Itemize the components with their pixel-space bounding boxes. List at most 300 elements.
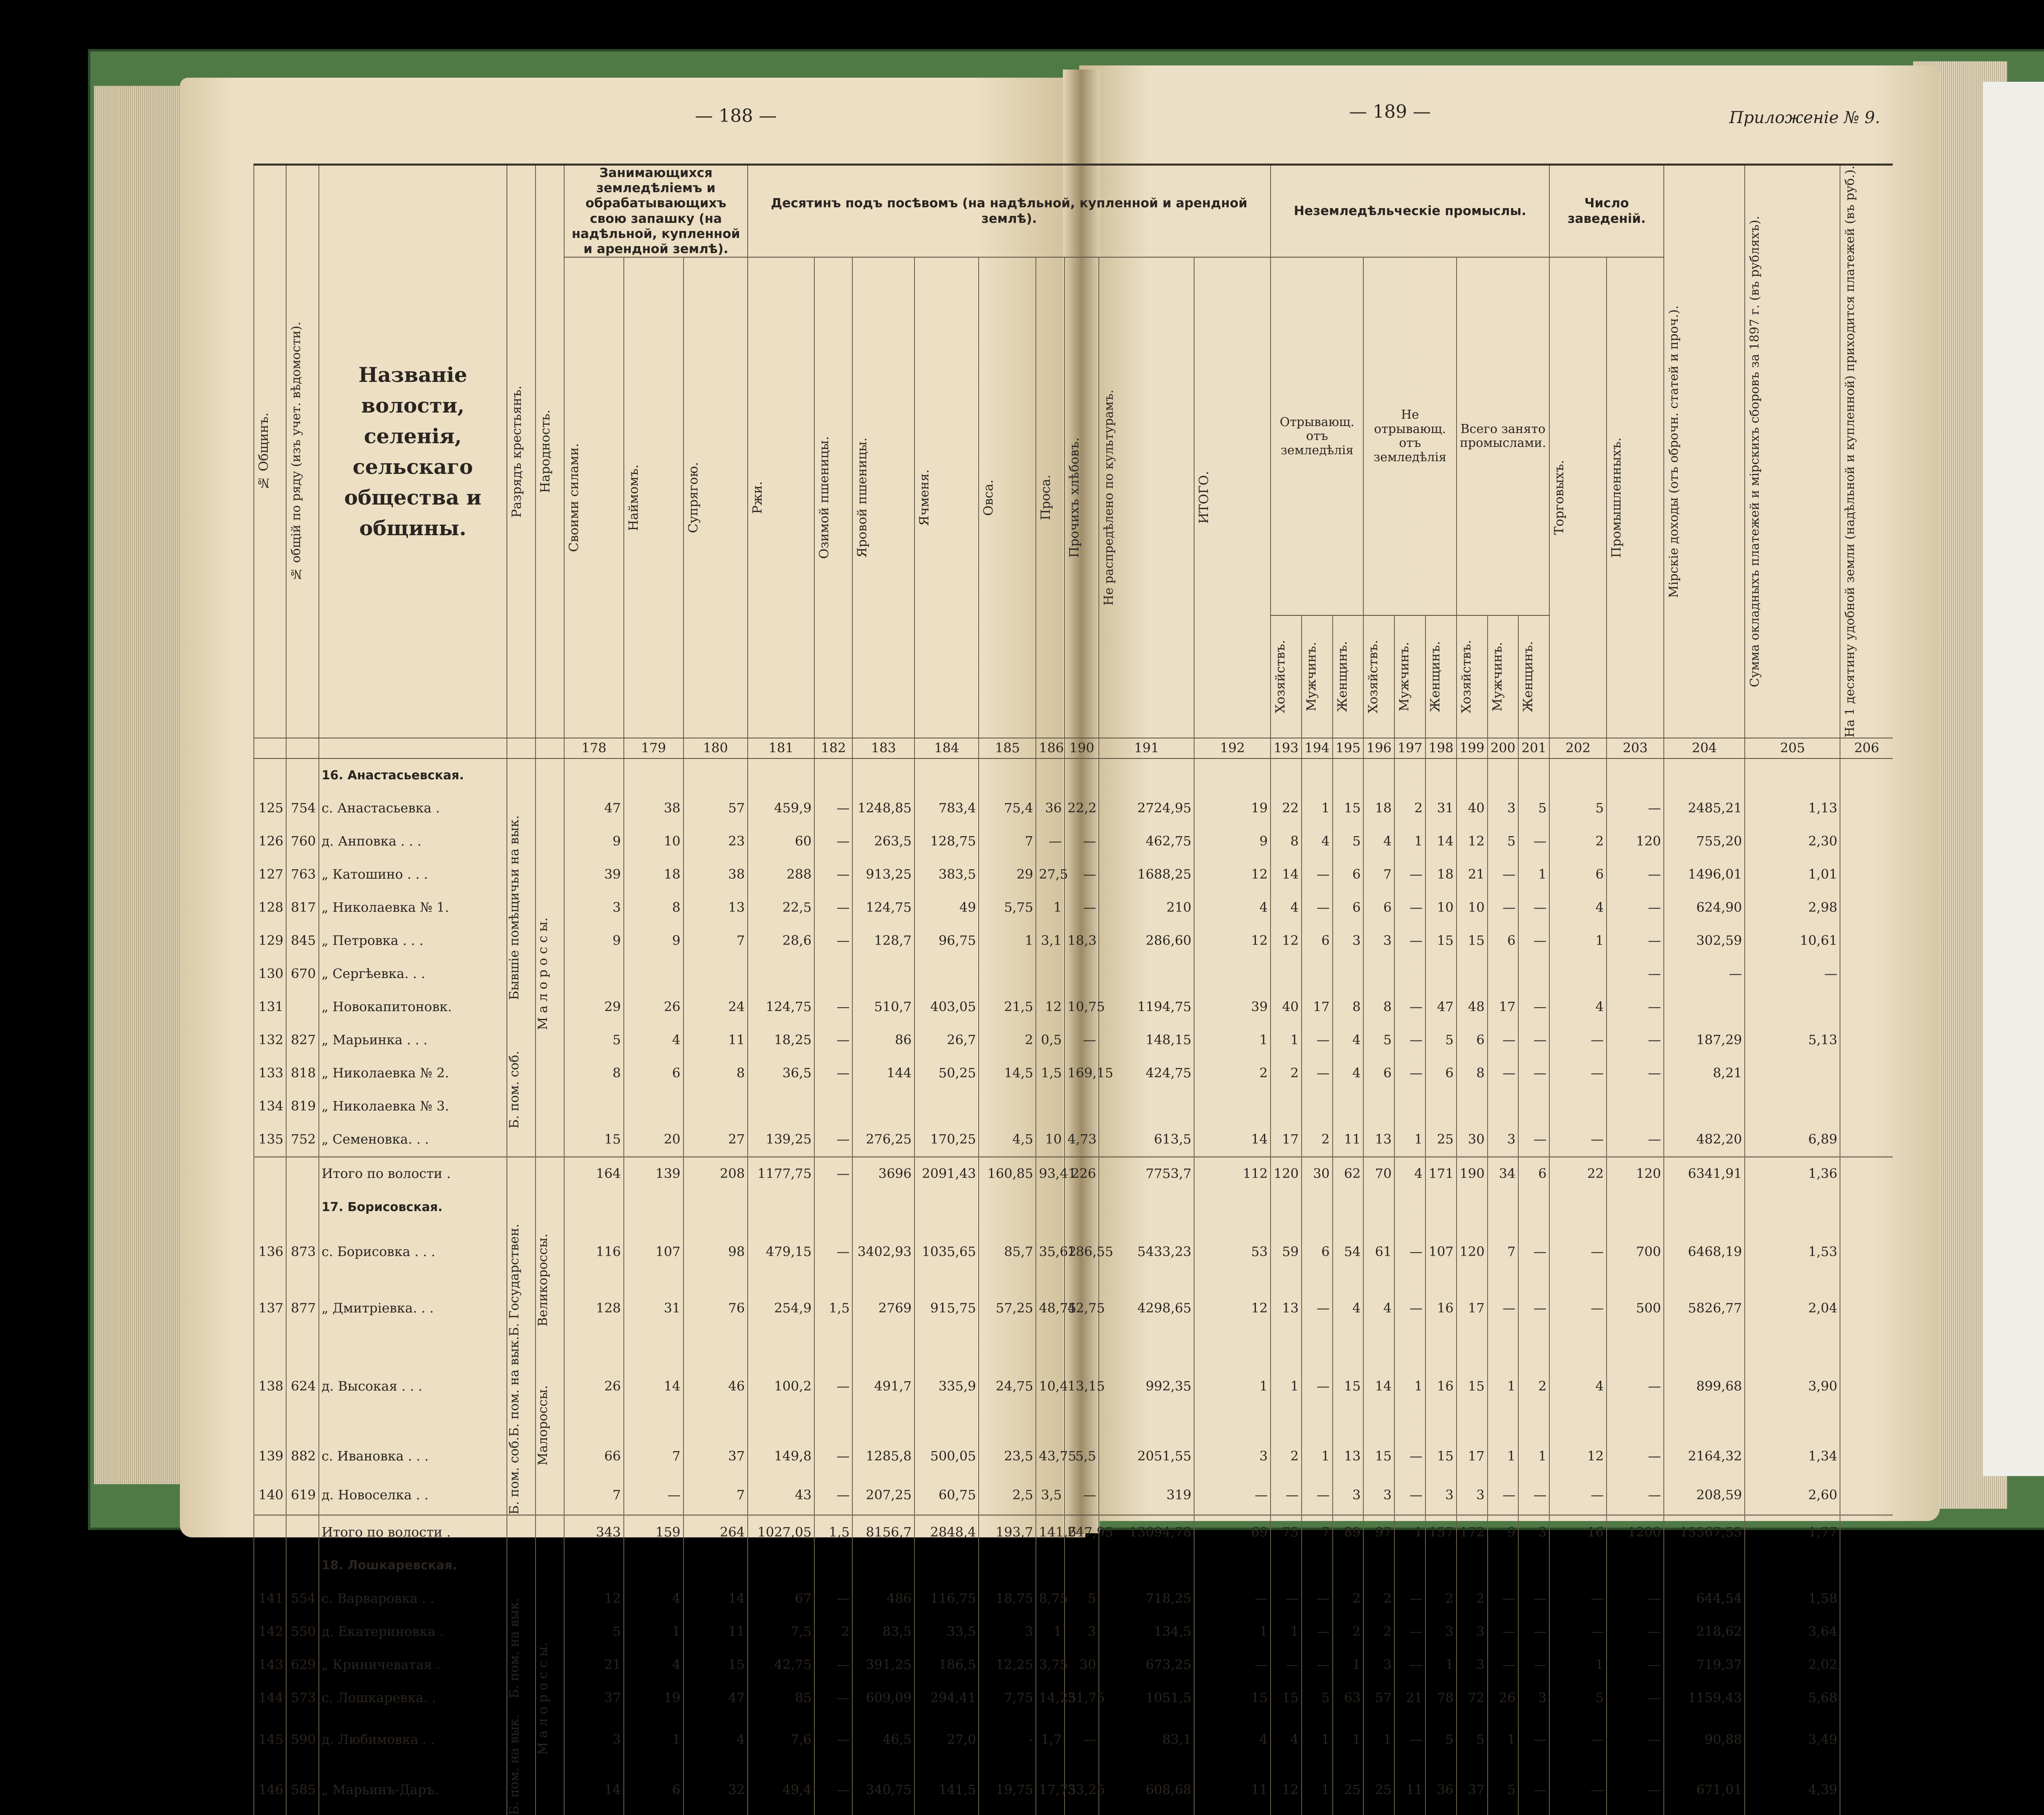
table-cell: 343	[564, 1515, 624, 1549]
table-cell: 96,75	[914, 924, 979, 958]
table-cell	[1607, 1090, 1664, 1123]
table-cell: 49	[914, 891, 979, 924]
table-cell: 1027,05	[748, 1515, 814, 1549]
column-number: 179	[624, 738, 684, 758]
general-number	[286, 991, 318, 1024]
table-cell: —	[1488, 1648, 1519, 1681]
table-cell: —	[1549, 1057, 1607, 1090]
table-cell: —	[1488, 1615, 1519, 1648]
table-cell: —	[1549, 1280, 1607, 1336]
peasant-rank	[507, 1191, 536, 1224]
table-cell: 510,7	[852, 991, 914, 1024]
table-cell: 23,5	[979, 1437, 1036, 1476]
row-number	[254, 758, 286, 792]
table-cell	[1840, 792, 1893, 825]
table-cell: —	[1518, 991, 1549, 1024]
table-cell: —	[1394, 1615, 1425, 1648]
table-cell: 4	[1194, 1714, 1271, 1765]
header-trade: Торговыхъ.	[1549, 257, 1607, 738]
table-cell: 66	[564, 1437, 624, 1476]
nationality: Великороссы.	[536, 1224, 564, 1337]
table-cell: 11	[684, 1615, 748, 1648]
table-cell: 26,7	[914, 1024, 979, 1057]
table-cell: 15	[1333, 792, 1364, 825]
table-cell: 60,75	[914, 1476, 979, 1515]
row-number: 139	[254, 1437, 286, 1476]
header-not-leaving: Не отрывающ. отъ земледѣлія	[1363, 257, 1456, 615]
table-cell: 5,13	[1745, 1024, 1840, 1057]
table-cell	[1194, 958, 1271, 991]
nationality	[536, 1549, 564, 1582]
table-cell: —	[1302, 1476, 1333, 1515]
table-cell: 4	[1549, 991, 1607, 1024]
table-cell: 719,37	[1664, 1648, 1745, 1681]
table-cell: 14,5	[979, 1057, 1036, 1090]
header-group-nonagri: Неземледѣльческіе промыслы.	[1271, 165, 1549, 258]
table-cell: 7	[684, 1476, 748, 1515]
table-cell: 286,60	[1099, 924, 1194, 958]
table-cell: 2	[1333, 1582, 1364, 1615]
table-cell	[1840, 1336, 1893, 1437]
table-cell	[1607, 1549, 1664, 1582]
table-cell: —	[624, 1476, 684, 1515]
table-cell: —	[1394, 924, 1425, 958]
table-cell: —	[814, 858, 852, 891]
table-cell	[1394, 1549, 1425, 1582]
table-cell: 47	[1425, 991, 1457, 1024]
table-cell	[1488, 1191, 1519, 1224]
table-cell: 479,15	[748, 1224, 814, 1280]
column-number: 199	[1457, 738, 1488, 758]
table-cell: 164	[564, 1157, 624, 1191]
table-cell: —	[1394, 1224, 1425, 1280]
table-cell: 10	[1457, 891, 1488, 924]
table-cell: 2	[1194, 1057, 1271, 1090]
table-cell: 6	[1518, 1157, 1549, 1191]
table-cell: 3	[1518, 1681, 1549, 1714]
table-cell	[914, 1549, 979, 1582]
table-cell: 17	[1271, 1123, 1302, 1157]
appendix-label: Приложеніе № 9.	[1729, 108, 1880, 127]
table-cell	[1333, 958, 1364, 991]
table-cell: 3	[564, 1714, 624, 1765]
table-cell	[1394, 1191, 1425, 1224]
table-cell: 644,54	[1664, 1582, 1745, 1615]
table-cell: 1200	[1607, 1515, 1664, 1549]
table-cell: —	[1394, 891, 1425, 924]
table-cell: —	[814, 1157, 852, 1191]
table-cell: 2164,32	[1664, 1437, 1745, 1476]
table-cell: 12	[1194, 1280, 1271, 1336]
table-row	[254, 1681, 1893, 1714]
table-cell	[1840, 825, 1893, 858]
table-cell: —	[1488, 1057, 1519, 1090]
table-cell: 4	[624, 1582, 684, 1615]
table-cell	[1549, 1090, 1607, 1123]
table-cell: 1285,8	[852, 1437, 914, 1476]
table-cell: 1,34	[1745, 1437, 1840, 1476]
general-number: 763	[286, 858, 318, 891]
table-cell: 6	[1549, 858, 1607, 891]
header-oats: Овса.	[979, 257, 1036, 738]
header-households-1: Хозяйствъ.	[1271, 615, 1302, 738]
header-rye: Ржи.	[748, 257, 814, 738]
peasant-rank: Б. пом. на вык.	[507, 1582, 536, 1714]
table-cell	[814, 1090, 852, 1123]
column-number: 200	[1488, 738, 1519, 758]
total-row	[254, 1157, 1893, 1191]
table-cell: 210	[1099, 891, 1194, 924]
table-cell: 18	[1363, 792, 1394, 825]
table-cell	[624, 1549, 684, 1582]
table-cell: 4	[1363, 825, 1394, 858]
table-cell: —	[1607, 1057, 1664, 1090]
table-cell	[1099, 1549, 1194, 1582]
table-cell: 16	[1425, 1336, 1457, 1437]
header-group-farmers: Занимающихся земледѣліемъ и обрабатывающихъ свою запашку (на надѣльной, купленной и арендной землѣ).	[564, 165, 748, 258]
table-cell	[1840, 1648, 1893, 1681]
table-cell: —	[1302, 1648, 1333, 1681]
table-cell: 14,25	[1036, 1681, 1065, 1714]
table-cell: 2	[1457, 1582, 1488, 1615]
table-cell: 148,15	[1099, 1024, 1194, 1057]
table-cell: —	[1271, 1476, 1302, 1515]
table-cell: 21	[564, 1648, 624, 1681]
section-row	[254, 1191, 1893, 1224]
table-cell: 12	[1194, 924, 1271, 958]
table-cell	[1488, 758, 1519, 792]
table-cell: 5	[1518, 792, 1549, 825]
table-cell: 4	[1194, 891, 1271, 924]
table-cell: 67	[748, 1582, 814, 1615]
table-cell	[1840, 758, 1893, 792]
table-cell	[1840, 958, 1893, 991]
table-cell: 2	[1271, 1437, 1302, 1476]
table-cell: 263,5	[852, 825, 914, 858]
table-cell	[852, 1549, 914, 1582]
table-row	[254, 858, 1893, 891]
table-cell: 89	[1333, 1515, 1364, 1549]
table-cell: 40	[1457, 792, 1488, 825]
general-number: 877	[286, 1280, 318, 1336]
table-cell: 1	[1302, 1765, 1333, 1815]
table-cell	[1099, 958, 1194, 991]
table-cell: 4	[1333, 1057, 1364, 1090]
table-cell: 6468,19	[1664, 1224, 1745, 1280]
table-cell	[1840, 1123, 1893, 1157]
table-cell: —	[1607, 1437, 1664, 1476]
peasant-rank	[507, 1549, 536, 1582]
header-households-3: Хозяйствъ.	[1457, 615, 1488, 738]
row-number: 142	[254, 1615, 286, 1648]
table-cell	[1394, 1090, 1425, 1123]
table-cell: —	[1607, 1765, 1664, 1815]
table-cell	[1065, 958, 1099, 991]
table-cell	[1840, 1157, 1893, 1191]
table-cell: —	[814, 1224, 852, 1280]
table-cell: 3	[1457, 1615, 1488, 1648]
table-cell: 38	[624, 792, 684, 825]
table-cell: —	[814, 792, 852, 825]
header-leaving: Отрывающ. отъ земледѣлія	[1271, 257, 1363, 615]
header-women-1: Женщинъ.	[1333, 615, 1364, 738]
table-cell: 6,89	[1745, 1123, 1840, 1157]
column-number: 202	[1549, 738, 1607, 758]
table-cell: —	[1518, 1615, 1549, 1648]
table-cell: 6	[1488, 924, 1519, 958]
table-cell: 30	[1065, 1648, 1099, 1681]
row-number: 130	[254, 958, 286, 991]
column-number: 203	[1607, 738, 1664, 758]
table-row	[254, 1476, 1893, 1515]
table-cell: —	[1394, 991, 1425, 1024]
table-cell: 8	[1271, 825, 1302, 858]
table-cell: 3	[1333, 924, 1364, 958]
row-number: 145	[254, 1714, 286, 1765]
table-cell	[1840, 1515, 1893, 1549]
table-cell	[1840, 1057, 1893, 1090]
table-cell: —	[1549, 1123, 1607, 1157]
table-cell: 15	[1457, 924, 1488, 958]
table-cell: 2	[1518, 1336, 1549, 1437]
table-cell: 134,5	[1099, 1615, 1194, 1648]
row-number: 126	[254, 825, 286, 858]
table-cell: 2,02	[1745, 1648, 1840, 1681]
table-cell: —	[1194, 1476, 1271, 1515]
table-cell: 186,5	[914, 1648, 979, 1681]
table-cell: —	[1664, 958, 1745, 991]
table-row	[254, 1648, 1893, 1681]
table-cell	[684, 1191, 748, 1224]
table-cell: 2	[1333, 1615, 1364, 1648]
table-cell: 141,6	[1036, 1515, 1065, 1549]
table-cell: 3,1	[1036, 924, 1065, 958]
table-cell: 2724,95	[1099, 792, 1194, 825]
table-cell: —	[1488, 1280, 1519, 1336]
table-cell	[1333, 1191, 1364, 1224]
table-cell: —	[1518, 825, 1549, 858]
volost-heading: 17. Борисовская.	[319, 1191, 507, 1224]
table-cell: 1035,65	[914, 1224, 979, 1280]
table-cell: 7	[1302, 1515, 1333, 1549]
table-cell: 25	[1333, 1765, 1364, 1815]
table-cell: 12	[1271, 1765, 1302, 1815]
table-cell: 226	[1065, 1157, 1099, 1191]
table-cell	[624, 758, 684, 792]
table-cell: 35,62	[1036, 1224, 1065, 1280]
table-cell: —	[1394, 1280, 1425, 1336]
table-cell: 1	[1194, 1615, 1271, 1648]
general-number: 670	[286, 958, 318, 991]
table-cell: 462,75	[1099, 825, 1194, 858]
header-women-3: Женщинъ.	[1518, 615, 1549, 738]
table-cell: 1	[1333, 1714, 1364, 1765]
table-cell	[1518, 1549, 1549, 1582]
table-cell	[1745, 1090, 1840, 1123]
table-row	[254, 1582, 1893, 1615]
table-cell: 391,25	[852, 1648, 914, 1681]
table-cell: 18,75	[979, 1582, 1036, 1615]
table-cell: 19	[624, 1681, 684, 1714]
table-row	[254, 1057, 1893, 1090]
table-cell: 72	[1457, 1681, 1488, 1714]
settlement-name: д. Высокая . . .	[319, 1336, 507, 1437]
table-cell: 13094,78	[1099, 1515, 1194, 1549]
settlement-name: „ Криничеватая .	[319, 1648, 507, 1681]
general-number: 624	[286, 1336, 318, 1437]
table-cell: 14	[1271, 858, 1302, 891]
table-cell: 1,7	[1036, 1714, 1065, 1765]
table-cell: 24,75	[979, 1336, 1036, 1437]
row-number: 141	[254, 1582, 286, 1615]
table-cell: 14	[624, 1336, 684, 1437]
table-cell: 340,75	[852, 1765, 914, 1815]
table-cell: 1	[1549, 1648, 1607, 1681]
table-cell: 4	[1394, 1157, 1425, 1191]
table-cell: —	[1271, 1648, 1302, 1681]
table-cell	[1194, 1549, 1271, 1582]
table-cell: —	[1518, 1648, 1549, 1681]
table-cell: 1,5	[814, 1280, 852, 1336]
settlement-name: с. Ивановка . . .	[319, 1437, 507, 1476]
table-cell: 10	[1036, 1123, 1065, 1157]
table-cell: 3	[1488, 1123, 1519, 1157]
table-cell	[979, 1549, 1036, 1582]
row-number	[254, 1157, 286, 1191]
table-cell: 2	[1363, 1615, 1394, 1648]
table-cell: 18,25	[748, 1024, 814, 1057]
table-cell	[1425, 1090, 1457, 1123]
table-cell: —	[1518, 1224, 1549, 1280]
table-cell: 1	[1271, 1615, 1302, 1648]
table-cell: 8,75	[1036, 1582, 1065, 1615]
column-number-row	[254, 738, 1893, 758]
table-cell	[1518, 758, 1549, 792]
table-cell: 12	[564, 1582, 624, 1615]
table-cell: 70	[1363, 1157, 1394, 1191]
header-men-3: Мужчинъ.	[1488, 615, 1519, 738]
table-cell: 915,75	[914, 1280, 979, 1336]
header-industrial: Промышленныхъ.	[1607, 257, 1664, 738]
table-cell: 6	[624, 1765, 684, 1815]
table-cell: 37	[564, 1681, 624, 1714]
header-men-2: Мужчинъ.	[1394, 615, 1425, 738]
table-cell: 11	[684, 1024, 748, 1057]
peasant-rank	[507, 1515, 536, 1549]
table-cell: 62	[1333, 1157, 1364, 1191]
table-cell: 13	[1333, 1437, 1364, 1476]
row-number: 133	[254, 1057, 286, 1090]
table-row	[254, 792, 1893, 825]
table-cell: 1,5	[1036, 1057, 1065, 1090]
table-cell: —	[814, 1714, 852, 1765]
table-cell	[1607, 758, 1664, 792]
header-all-engaged: Всего занято промыслами.	[1457, 257, 1549, 615]
table-cell: 613,5	[1099, 1123, 1194, 1157]
table-cell: 42,75	[748, 1648, 814, 1681]
table-cell: 5	[1488, 825, 1519, 858]
table-cell: —	[1518, 1057, 1549, 1090]
table-cell	[1664, 1191, 1745, 1224]
table-cell: 2	[1271, 1057, 1302, 1090]
table-cell: 3	[1425, 1615, 1457, 1648]
table-cell	[748, 758, 814, 792]
table-cell: 4	[1333, 1280, 1364, 1336]
header-by-order: № общій по ряду (изъ учет. вѣдомости).	[286, 165, 318, 738]
table-cell	[852, 1191, 914, 1224]
table-cell: —	[1488, 1024, 1519, 1057]
table-cell: 3	[1363, 924, 1394, 958]
table-cell	[748, 1191, 814, 1224]
table-cell: 8	[684, 1057, 748, 1090]
table-cell: 28,6	[748, 924, 814, 958]
header-rank: Разрядъ крестьянъ.	[507, 165, 536, 738]
general-number: 754	[286, 792, 318, 825]
header-hire: Наймомъ.	[624, 257, 684, 738]
table-cell: 18,3	[1065, 924, 1099, 958]
table-cell	[1840, 1549, 1893, 1582]
table-cell	[1840, 858, 1893, 891]
table-cell: 22	[1271, 792, 1302, 825]
table-cell: 424,75	[1099, 1057, 1194, 1090]
table-cell: 14	[1363, 1336, 1394, 1437]
table-cell: 43	[748, 1476, 814, 1515]
table-cell: 5	[1425, 1024, 1457, 1057]
header-secular-income: Мірскіе доходы (отъ оброчн. статей и проч.).	[1664, 165, 1745, 738]
table-cell	[1607, 1191, 1664, 1224]
table-cell	[1065, 1090, 1099, 1123]
table-cell	[1394, 758, 1425, 792]
table-cell: 1	[1194, 1336, 1271, 1437]
table-cell: —	[1065, 858, 1099, 891]
table-cell: 4	[1302, 825, 1333, 858]
table-cell	[1271, 958, 1302, 991]
table-cell: 7	[624, 1437, 684, 1476]
column-number: 205	[1745, 738, 1840, 758]
table-cell: 15	[1194, 1681, 1271, 1714]
table-cell: 7	[1488, 1224, 1519, 1280]
table-cell: 24	[684, 991, 748, 1024]
settlement-name: д. Любимовка . .	[319, 1714, 507, 1765]
row-number: 127	[254, 858, 286, 891]
column-number: 181	[748, 738, 814, 758]
nationality	[536, 1157, 564, 1191]
table-cell	[1518, 1191, 1549, 1224]
table-cell	[914, 1090, 979, 1123]
table-cell: 97	[1363, 1515, 1394, 1549]
table-cell: 2	[814, 1615, 852, 1648]
table-cell: 57,25	[979, 1280, 1036, 1336]
table-cell: 459,9	[748, 792, 814, 825]
row-number: 134	[254, 1090, 286, 1123]
table-cell: 1	[1488, 1336, 1519, 1437]
table-cell: 8156,7	[852, 1515, 914, 1549]
table-cell: —	[1607, 924, 1664, 958]
table-cell: 2848,4	[914, 1515, 979, 1549]
inner-cover-flap	[1983, 82, 2044, 1476]
table-cell: —	[1065, 891, 1099, 924]
table-cell: 21	[1394, 1681, 1425, 1714]
header-not-distributed: Не распредѣлено по культурамъ.	[1099, 257, 1194, 738]
table-cell: 17	[1457, 1437, 1488, 1476]
table-cell	[1745, 1057, 1840, 1090]
table-cell: 15	[1271, 1681, 1302, 1714]
table-cell: —	[1394, 1714, 1425, 1765]
table-cell: 6	[624, 1057, 684, 1090]
section-row	[254, 1549, 1893, 1582]
row-number: 129	[254, 924, 286, 958]
table-cell: —	[1518, 1765, 1549, 1815]
